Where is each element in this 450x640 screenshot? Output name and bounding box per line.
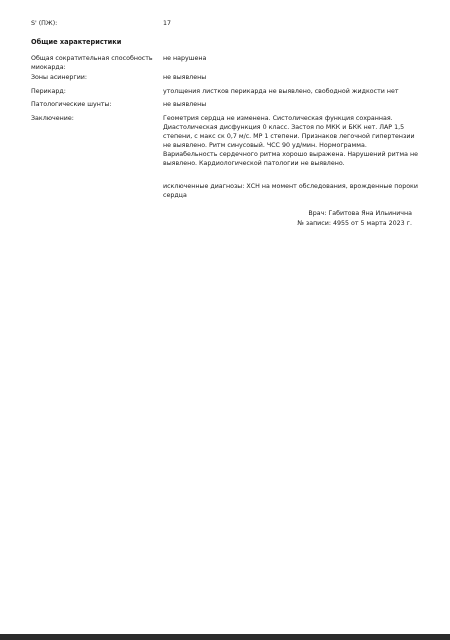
- row-value: не выявлены: [163, 74, 207, 81]
- excluded-diagnoses: [163, 182, 419, 200]
- section-title: Общие характеристики: [31, 38, 122, 46]
- conclusion-text: [163, 114, 419, 168]
- excluded-line: сердца: [163, 192, 187, 199]
- excluded-line: исключенные диагнозы: ХСН на момент обследования, врожденные пороки: [163, 183, 418, 190]
- signature-block: [297, 209, 412, 228]
- conclusion-line: Вариабельность сердечного ритма хорошо выражена. Нарушений ритма не: [163, 151, 418, 158]
- top-row-value: 17: [163, 20, 172, 27]
- bottom-edge-bar: [0, 634, 450, 640]
- conclusion-label: Заключение:: [31, 115, 74, 122]
- conclusion-line: выявлено. Кардиологической патологии не выявлено.: [163, 160, 345, 167]
- row-value: не выявлены: [163, 101, 207, 108]
- row-value: не нарушена: [163, 55, 207, 62]
- row-value: утолщения листков перикарда не выявлено, свободной жидкости нет: [163, 88, 399, 95]
- conclusion-line: Диастолическая дисфункция 0 класс. Застоя по МКК и БКК нет. ЛАР 1,5: [163, 124, 405, 131]
- record-number: № записи: 4955 от 5 марта 2023 г.: [297, 219, 412, 227]
- top-row-label: S' (ПЖ):: [31, 20, 58, 27]
- row-label: Общая сократительная способность миокарда:: [31, 55, 153, 71]
- row-label: Перикард:: [31, 88, 66, 95]
- conclusion-line: не выявлено. Ритм синусовый. ЧСС 90 уд/мин. Нормограмма.: [163, 142, 367, 149]
- conclusion-line: Геометрия сердца не изменена. Систолическая функция сохранная.: [163, 115, 393, 122]
- conclusion-line: степени, с макс ск 0,7 м/с. МР 1 степени. Признаков легочной гипертензии: [163, 133, 415, 140]
- row-label: Зоны асинергии:: [31, 74, 87, 81]
- doctor-name: Врач: Габитова Яна Ильинична: [308, 210, 412, 217]
- row-label: Патологические шунты:: [31, 101, 112, 108]
